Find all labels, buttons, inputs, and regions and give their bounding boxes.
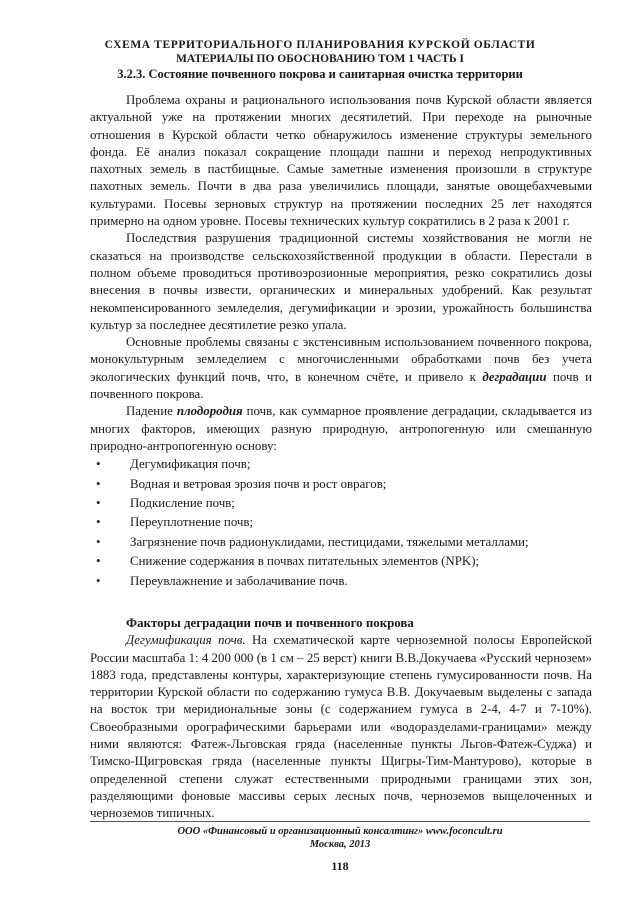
- list-item: [90, 513, 592, 532]
- list-item-text: Водная и ветровая эрозия почв и рост оврагов;: [130, 476, 387, 491]
- bullet-icon: •: [96, 496, 101, 511]
- footer-company: ООО «Финансовый и организационный консалтинг» www.foconcult.ru: [177, 826, 503, 837]
- paragraph-1: Проблема охраны и рационального использования почв Курской области является актуальной уже на протяжении многих десятилетий. При переходе на рыночные отношения в Курской области четко обнаружилось изменение структуры земельного фонда. Её анализ показал сокращение площади пашни и переход непродуктивных пахотных земель в пастбищные. Самые заметные изменения произошли в структуре пахотных земель. Почти в два раза увеличились площади, занятые овощебахчевыми культурами. Посевы зерновых структур на протяжении последних 25 лет находятся примерно на одном уровне. Посевы технических культур сократились в 2 раза к 2001 г.: [90, 93, 592, 229]
- list-item-text: Снижение содержания в почвах питательных элементов (NPK);: [130, 554, 480, 569]
- list-item: [90, 572, 592, 591]
- list-item: [90, 475, 592, 494]
- header-title: СХЕМА ТЕРРИТОРИАЛЬНОГО ПЛАНИРОВАНИЯ КУРСКОЙ ОБЛАСТИ: [104, 39, 536, 51]
- list-item-text: Подкисление почв;: [130, 496, 235, 511]
- emphasis-degradation: деградации: [482, 369, 547, 384]
- paragraph-3-text-end: почв и почвенного покрова.: [90, 369, 592, 402]
- dehumification-text: На схематической карте черноземной полосы Европейской России масштаба 1: 4 200 000 (в 1 см – 25 верст) книги В.В.Докучаева «Русский чернозем» 1883 года, представлены контуры, характеризующие степень гумусированности почв. На территории Курской области по содержанию гумуса В.В. Докучаевым выделены с запада на восток три меридиональные зоны (с содержанием гумуса в 2-4, 4-7 и 7-10%). Своеобразными орографическими барьерами или «водоразделами-границами» между ними являются: Фатеж-Льговская гряда (населенные пункты Льгов-Фатеж-Суджа) и Тимско-Щигровская гряда (населенные пункты Щигры-Тим-Мантурово), которые в определенной степени служат естественными природными границами этих зон, разделяющими фоновые массивы серых лесных почв, черноземов выщелоченных и черноземов типичных.: [90, 633, 592, 821]
- bullet-icon: •: [96, 515, 101, 530]
- paragraph-2: Последствия разрушения традиционной системы хозяйствования не могли не сказаться на производстве сельскохозяйственной продукции в области. Перестали в полном объеме проводиться противоэрозионные мероприятия, резко сократились дозы внесения в почвы извести, органических и минеральных удобрений. Как результат некомпенсированного земледелия, дегумификации и эрозии, урожайность большинства культур за последнее десятилетие резко упала.: [90, 231, 592, 332]
- dehumification-lead: Дегумификация почв.: [126, 633, 246, 648]
- paragraph-4: [90, 403, 592, 455]
- footer-city-year: Москва, 2013: [309, 839, 371, 850]
- list-item: [90, 455, 592, 474]
- bullet-icon: •: [96, 476, 101, 491]
- paragraph-4-text-start: Падение: [126, 404, 177, 419]
- factors-section-title: Факторы деградации почв и почвенного покрова: [126, 615, 414, 630]
- section-heading: 3.2.3. Состояние почвенного покрова и санитарная очистка территории: [117, 67, 523, 81]
- bullet-icon: •: [96, 573, 101, 588]
- paragraph-3: [90, 334, 592, 403]
- bullet-icon: •: [96, 457, 101, 472]
- spacer: [90, 591, 592, 615]
- header-subtitle: МАТЕРИАЛЫ ПО ОБОСНОВАНИЮ ТОМ 1 ЧАСТЬ I: [176, 53, 464, 65]
- page-footer: [90, 825, 590, 851]
- list-item: [90, 533, 592, 552]
- paragraph-4-text-end: почв, как суммарное проявление деградации, складывается из многих факторов, имеющих разную природную, антропогенную или смешанную природно-антропогенную основу:: [90, 404, 593, 453]
- list-item: [90, 552, 592, 571]
- emphasis-fertility: плодородия: [176, 404, 243, 419]
- paragraph-3-text-start: Основные проблемы связаны с экстенсивным использованием почвенного покрова, монокультурным земледелием с многочисленными обработками почв без учета экологических функций почв, что, в конечном счёте, и привело к: [90, 335, 592, 384]
- bullet-icon: •: [96, 554, 101, 569]
- footer-divider: [90, 821, 590, 822]
- list-item-text: Дегумификация почв;: [130, 457, 251, 472]
- page-header: [60, 38, 580, 81]
- list-item-text: Переувлажнение и заболачивание почв.: [130, 573, 348, 588]
- list-item-text: Загрязнение почв радионуклидами, пестицидами, тяжелыми металлами;: [130, 534, 529, 549]
- degradation-factors-list: [90, 455, 592, 591]
- paragraph-dehumification: [90, 632, 592, 822]
- list-item: [90, 494, 592, 513]
- bullet-icon: •: [96, 534, 101, 549]
- document-body: [90, 92, 592, 823]
- list-item-text: Переуплотнение почв;: [130, 515, 254, 530]
- page-number: 118: [331, 859, 349, 873]
